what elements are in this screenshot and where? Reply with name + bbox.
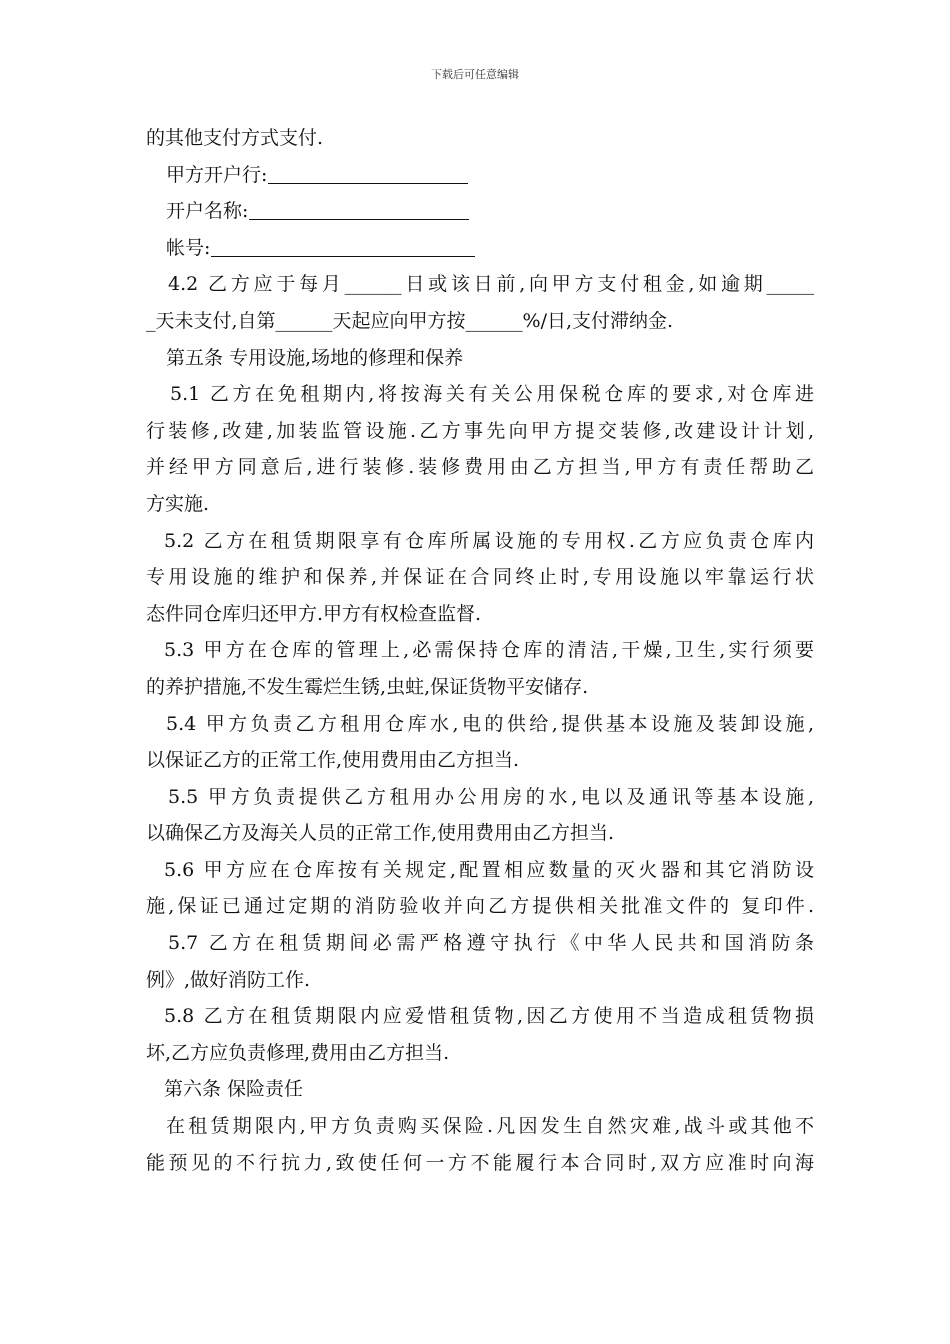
- line-text: 例》,做好消防工作.: [146, 968, 311, 991]
- text-line: [146, 742, 814, 779]
- line-text: 5.6 甲方应在仓库按有关规定,配置相应数量的灭火器和其它消防设: [164, 858, 814, 881]
- fill-in-blank: [268, 163, 468, 184]
- text-line: [146, 376, 814, 413]
- line-text: 甲方开户行:: [166, 163, 268, 186]
- text-line: [146, 486, 814, 523]
- text-line: [146, 230, 814, 267]
- line-text: 开户名称:: [166, 200, 249, 223]
- line-text: 以保证乙方的正常工作,使用费用由乙方担当.: [146, 749, 520, 772]
- fill-in-blank: [249, 199, 469, 220]
- line-text: 帐号:: [166, 236, 211, 259]
- document-body: [146, 120, 814, 1181]
- text-line: [146, 669, 814, 706]
- line-text: 的养护措施,不发生霉烂生锈,虫蛀,保证货物平安储存.: [146, 675, 589, 698]
- text-line: [146, 925, 814, 962]
- text-line: [146, 193, 814, 230]
- text-line: [146, 413, 814, 450]
- text-line: [146, 266, 814, 303]
- line-text: 5.8 乙方在租赁期限内应爱惜租赁物,因乙方使用不当造成租赁物损: [164, 1005, 814, 1028]
- line-text: 第六条 保险责任: [164, 1078, 304, 1101]
- text-line: [146, 962, 814, 999]
- line-text: 行装修,改建,加装监管设施.乙方事先向甲方提交装修,改建设计计划,: [146, 419, 814, 442]
- line-text: 5.7 乙方在租赁期间必需严格遵守执行《中华人民共和国消防条: [168, 932, 814, 955]
- line-text: 4.2 乙方应于每月______日或该日前,向甲方支付租金,如逾期_____: [168, 273, 814, 296]
- text-line: [146, 1035, 814, 1072]
- line-text: 专用设施的维护和保养,并保证在合同终止时,专用设施以牢靠运行状: [146, 566, 814, 589]
- text-line: [146, 852, 814, 889]
- text-line: [146, 779, 814, 816]
- line-text: 态件同仓库归还甲方.甲方有权检查监督.: [146, 602, 482, 625]
- text-line: [146, 1145, 814, 1182]
- text-line: [146, 998, 814, 1035]
- line-text: 并经甲方同意后,进行装修.装修费用由乙方担当,甲方有责任帮助乙: [146, 456, 814, 479]
- line-text: 施,保证已通过定期的消防验收并向乙方提供相关批准文件的 复印件.: [146, 895, 814, 918]
- line-text: 以确保乙方及海关人员的正常工作,使用费用由乙方担当.: [146, 822, 615, 845]
- text-line: [146, 1108, 814, 1145]
- text-line: [146, 559, 814, 596]
- line-text: 5.2 乙方在租赁期限享有仓库所属设施的专用权.乙方应负责仓库内: [164, 529, 814, 552]
- text-line: [146, 340, 814, 377]
- text-line: [146, 157, 814, 194]
- line-text: 在租赁期限内,甲方负责购买保险.凡因发生自然灾难,战斗或其他不: [166, 1115, 814, 1138]
- line-text: 5.5 甲方负责提供乙方租用办公用房的水,电以及通讯等基本设施,: [168, 785, 814, 808]
- line-text: 第五条 专用设施,场地的修理和保养: [166, 346, 464, 369]
- text-line: [146, 523, 814, 560]
- line-text: 5.3 甲方在仓库的管理上,必需保持仓库的清洁,干燥,卫生,实行须要: [164, 639, 814, 662]
- text-line: [146, 706, 814, 743]
- line-text: 方实施.: [146, 492, 210, 515]
- fill-in-blank: [211, 236, 475, 257]
- text-line: [146, 303, 814, 340]
- text-line: [146, 120, 814, 157]
- text-line: [146, 632, 814, 669]
- page-header: 下载后可任意编辑: [431, 68, 519, 81]
- text-line: [146, 449, 814, 486]
- text-line: [146, 596, 814, 633]
- text-line: [146, 1071, 814, 1108]
- line-text: 能预见的不行抗力,致使任何一方不能履行本合同时,双方应准时向海: [146, 1151, 814, 1174]
- line-text: 的其他支付方式支付.: [146, 127, 324, 149]
- text-line: [146, 815, 814, 852]
- line-text: 坏,乙方应负责修理,费用由乙方担当.: [146, 1041, 450, 1064]
- line-text: _天未支付,自第______天起应向甲方按______%/日,支付滞纳金.: [146, 309, 674, 332]
- text-line: [146, 888, 814, 925]
- line-text: 5.4 甲方负责乙方租用仓库水,电的供给,提供基本设施及装卸设施,: [166, 712, 814, 735]
- line-text: 5.1 乙方在免租期内,将按海关有关公用保税仓库的要求,对仓库进: [170, 383, 814, 406]
